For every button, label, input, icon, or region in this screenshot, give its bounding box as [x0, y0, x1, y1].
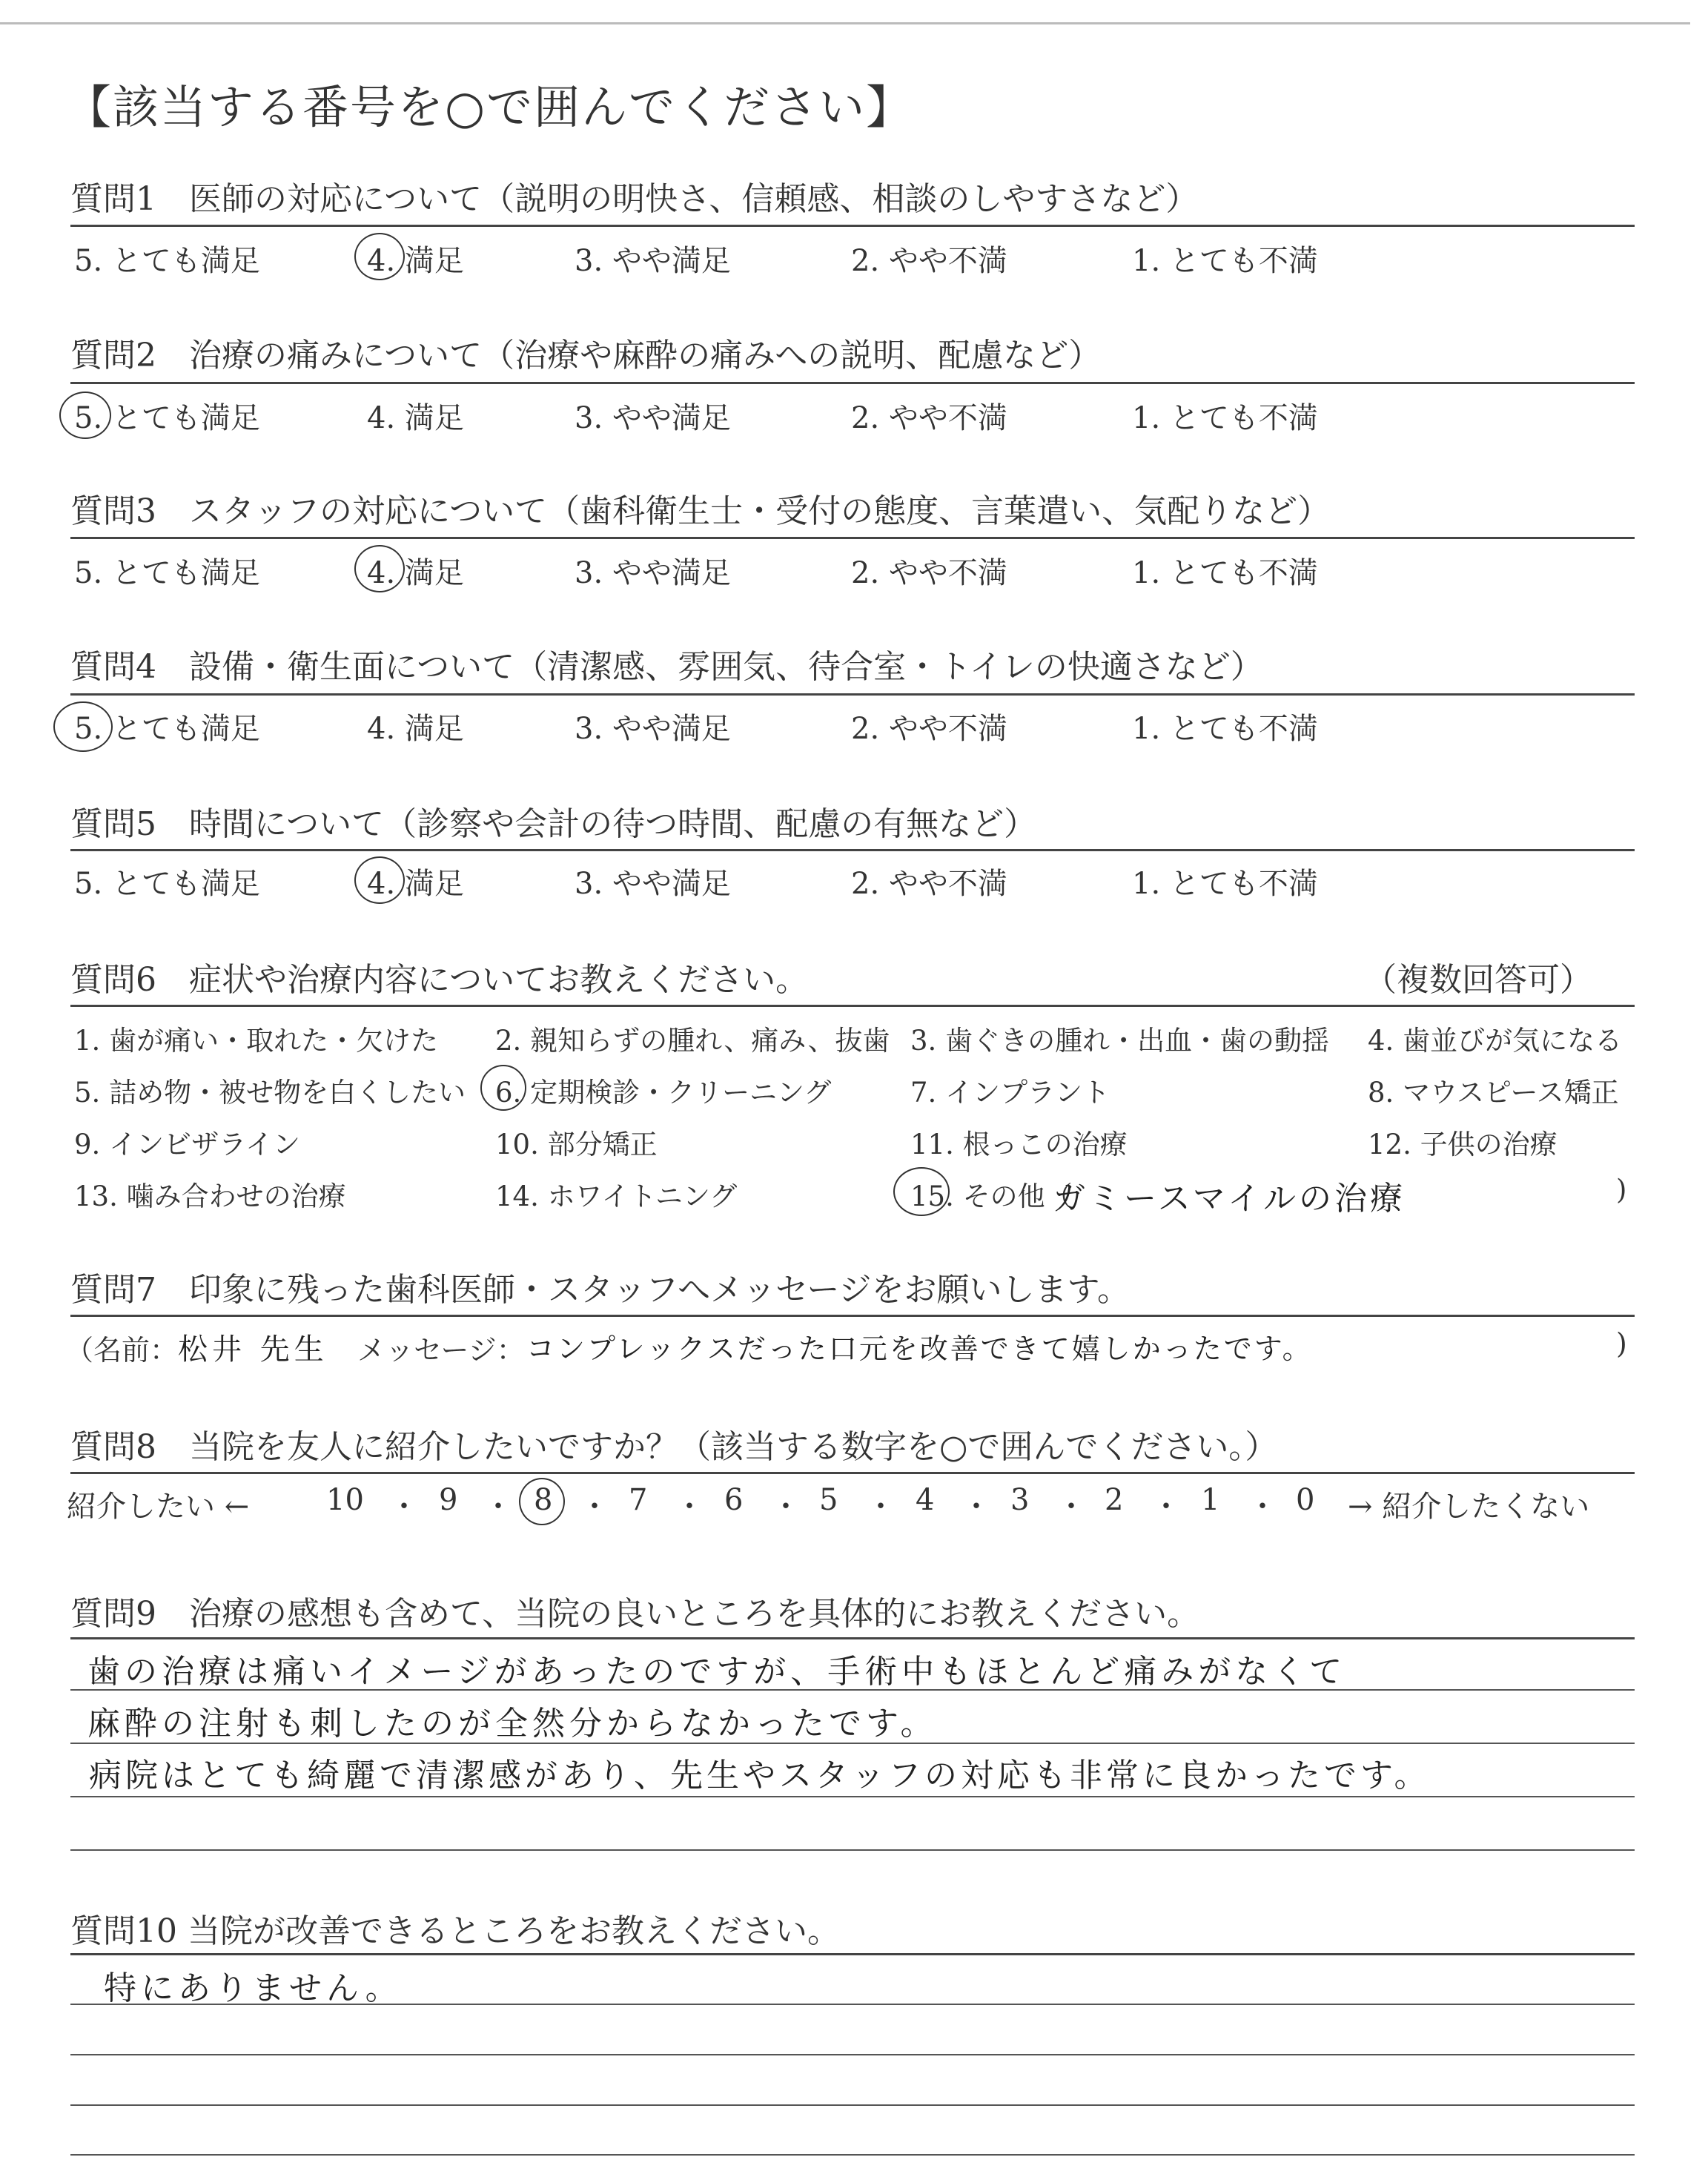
question-3-title: 質問3 スタッフの対応について（歯科衛生士・受付の態度、言葉遣い、気配りなど） [70, 492, 1331, 530]
question-5-title: 質問5 時間について（診察や会計の待つ時間、配慮の有無など） [70, 805, 1037, 843]
q8-scale-dot: ・ [1248, 1490, 1277, 1524]
q10-answer-line-1[interactable]: 特にありません。 [104, 1969, 403, 2007]
q6-item-15[interactable]: 15. その他（ [910, 1180, 1073, 1212]
q1-option-1[interactable]: 1. とても不満 [1132, 244, 1318, 278]
q8-scale-dot: ・ [389, 1490, 419, 1524]
q7-name-label: （名前： [65, 1334, 179, 1367]
question-7-title: 質問7 印象に残った歯科医師・スタッフへメッセージをお願いします。 [70, 1271, 1130, 1309]
q9-writing-line [70, 1849, 1635, 1851]
q4-option-1[interactable]: 1. とても不満 [1132, 712, 1318, 746]
q1-option-4[interactable]: 4. 満足 [367, 244, 464, 278]
q6-item-4[interactable]: 4. 歯並びが気になる [1368, 1025, 1623, 1057]
question-9-title: 質問9 治療の感想も含めて、当院の良いところを具体的にお教えください。 [70, 1595, 1200, 1633]
q3-option-5[interactable]: 5. とても満足 [74, 556, 260, 590]
q8-scale-10[interactable]: 10 [326, 1483, 364, 1517]
q6-item-12[interactable]: 12. 子供の治療 [1368, 1129, 1558, 1160]
q8-scale-8[interactable]: 8 [534, 1483, 553, 1517]
q9-answer-line-3[interactable]: 病院はとても綺麗で清潔感があり、先生やスタッフの対応も非常に良かったです。 [89, 1757, 1431, 1794]
question-6-title: 質問6 症状や治療内容についてお教えください。 [70, 961, 809, 999]
q10-writing-line [70, 2004, 1635, 2005]
q5-option-2[interactable]: 2. やや不満 [851, 867, 1007, 901]
q6-item-2[interactable]: 2. 親知らずの腫れ、痛み、抜歯 [495, 1025, 890, 1057]
q10-writing-line [70, 2054, 1635, 2055]
q4-option-5[interactable]: 5. とても満足 [74, 712, 260, 746]
q3-option-2[interactable]: 2. やや不満 [851, 556, 1007, 590]
question-2-rule [70, 382, 1635, 384]
q6-item-10[interactable]: 10. 部分矯正 [495, 1129, 658, 1160]
q3-option-4[interactable]: 4. 満足 [367, 556, 464, 590]
q7-close: ) [1616, 1327, 1627, 1360]
question-1-title: 質問1 医師の対応について（説明の明快さ、信頼感、相談のしやすさなど） [70, 180, 1199, 218]
q8-scale-3[interactable]: 3 [1010, 1483, 1030, 1517]
q5-option-4[interactable]: 4. 満足 [367, 867, 464, 901]
q6-item-11[interactable]: 11. 根っこの治療 [910, 1129, 1128, 1160]
q1-option-2[interactable]: 2. やや不満 [851, 244, 1007, 278]
q8-scale-dot: ・ [866, 1490, 896, 1524]
question-8-title: 質問8 当院を友人に紹介したいですか？（該当する数字を○で囲んでください。） [70, 1428, 1278, 1466]
question-6-note: （複数回答可） [1364, 961, 1592, 999]
question-7-rule [70, 1315, 1635, 1317]
q6-item-13[interactable]: 13. 噛み合わせの治療 [74, 1180, 346, 1212]
q8-scale-4[interactable]: 4 [916, 1483, 935, 1517]
question-9-rule [70, 1637, 1635, 1639]
q2-selection-circle [59, 392, 111, 439]
scan-top-edge [0, 22, 1690, 24]
q6-item-8[interactable]: 8. マウスピース矯正 [1368, 1077, 1619, 1109]
question-10-title: 質問10 当院が改善できるところをお教えください。 [70, 1912, 840, 1950]
question-8-rule [70, 1472, 1635, 1474]
q1-option-5[interactable]: 5. とても満足 [74, 244, 260, 278]
q4-option-3[interactable]: 3. やや満足 [575, 712, 731, 746]
q8-left-label: 紹介したい ← [67, 1490, 250, 1524]
q6-item-6[interactable]: 6. 定期検診・クリーニング [495, 1077, 832, 1109]
q8-scale-dot: ・ [580, 1490, 609, 1524]
q5-option-5[interactable]: 5. とても満足 [74, 867, 260, 901]
q1-option-3[interactable]: 3. やや満足 [575, 244, 731, 278]
q6-item-5[interactable]: 5. 詰め物・被せ物を白くしたい [74, 1077, 466, 1109]
question-2-title: 質問2 治療の痛みについて（治療や麻酔の痛みへの説明、配慮など） [70, 337, 1102, 374]
question-5-rule [70, 849, 1635, 851]
q2-option-4[interactable]: 4. 満足 [367, 401, 464, 435]
q9-writing-line [70, 1796, 1635, 1797]
question-6-rule [70, 1005, 1635, 1007]
q6-other-answer[interactable]: ガミースマイルの治療 [1053, 1180, 1406, 1218]
q7-message-value[interactable]: コンプレックスだった口元を改善できて嬉しかったです。 [526, 1332, 1313, 1365]
question-3-rule [70, 537, 1635, 539]
q7-message-label: メッセージ： [357, 1334, 525, 1367]
q8-scale-dot: ・ [771, 1490, 801, 1524]
q9-writing-line [70, 1743, 1635, 1744]
q8-scale-5[interactable]: 5 [819, 1483, 838, 1517]
q9-answer-line-2[interactable]: 麻酔の注射も刺したのが全然分からなかったです。 [87, 1705, 938, 1743]
q9-writing-line [70, 1689, 1635, 1691]
q2-option-5[interactable]: 5. とても満足 [74, 401, 260, 435]
q8-scale-0[interactable]: 0 [1296, 1483, 1315, 1517]
q8-scale-dot: ・ [961, 1490, 991, 1524]
q8-scale-2[interactable]: 2 [1105, 1483, 1124, 1517]
q7-name-value[interactable]: 松井 先生 [178, 1332, 328, 1367]
q4-option-2[interactable]: 2. やや不満 [851, 712, 1007, 746]
q2-option-2[interactable]: 2. やや不満 [851, 401, 1007, 435]
q2-option-1[interactable]: 1. とても不満 [1132, 401, 1318, 435]
q8-scale-1[interactable]: 1 [1201, 1483, 1220, 1517]
q1-selection-circle [354, 233, 405, 280]
q6-selection-circle-6 [480, 1065, 526, 1111]
q4-option-4[interactable]: 4. 満足 [367, 712, 464, 746]
q8-selection-circle [519, 1478, 565, 1525]
q9-answer-line-1[interactable]: 歯の治療は痛いイメージがあったのですが、手術中もほとんど痛みがなくて [87, 1653, 1347, 1691]
q6-item-9[interactable]: 9. インビザライン [74, 1129, 300, 1160]
q6-item-15-close: ) [1616, 1174, 1627, 1206]
question-4-rule [70, 693, 1635, 696]
q3-option-1[interactable]: 1. とても不満 [1132, 556, 1318, 590]
q8-scale-dot: ・ [483, 1490, 513, 1524]
question-1-rule [70, 225, 1635, 227]
q10-writing-line [70, 2104, 1635, 2106]
question-10-rule [70, 1953, 1635, 1955]
q8-right-label: → 紹介したくない [1348, 1490, 1590, 1524]
q8-scale-9[interactable]: 9 [439, 1483, 458, 1517]
q6-selection-circle-15 [893, 1167, 950, 1216]
q5-option-3[interactable]: 3. やや満足 [575, 867, 731, 901]
q10-writing-line [70, 2154, 1635, 2156]
q4-selection-circle [53, 701, 113, 752]
question-4-title: 質問4 設備・衛生面について（清潔感、雰囲気、待合室・トイレの快適さなど） [70, 648, 1263, 686]
q8-scale-dot: ・ [675, 1490, 704, 1524]
q8-scale-7[interactable]: 7 [629, 1483, 648, 1517]
q8-scale-6[interactable]: 6 [724, 1483, 744, 1517]
q3-selection-circle [354, 545, 405, 592]
q6-item-7[interactable]: 7. インプラント [910, 1077, 1110, 1109]
q2-option-3[interactable]: 3. やや満足 [575, 401, 731, 435]
form-heading: 【該当する番号を○で囲んでください】 [65, 80, 914, 134]
q8-scale-dot: ・ [1056, 1490, 1086, 1524]
q5-option-1[interactable]: 1. とても不満 [1132, 867, 1318, 901]
q3-option-3[interactable]: 3. やや満足 [575, 556, 731, 590]
q8-scale-dot: ・ [1151, 1490, 1181, 1524]
q6-item-14[interactable]: 14. ホワイトニング [495, 1180, 738, 1212]
q6-item-1[interactable]: 1. 歯が痛い・取れた・欠けた [74, 1025, 439, 1057]
q5-selection-circle [354, 856, 405, 904]
q6-item-3[interactable]: 3. 歯ぐきの腫れ・出血・歯の動揺 [910, 1025, 1330, 1057]
